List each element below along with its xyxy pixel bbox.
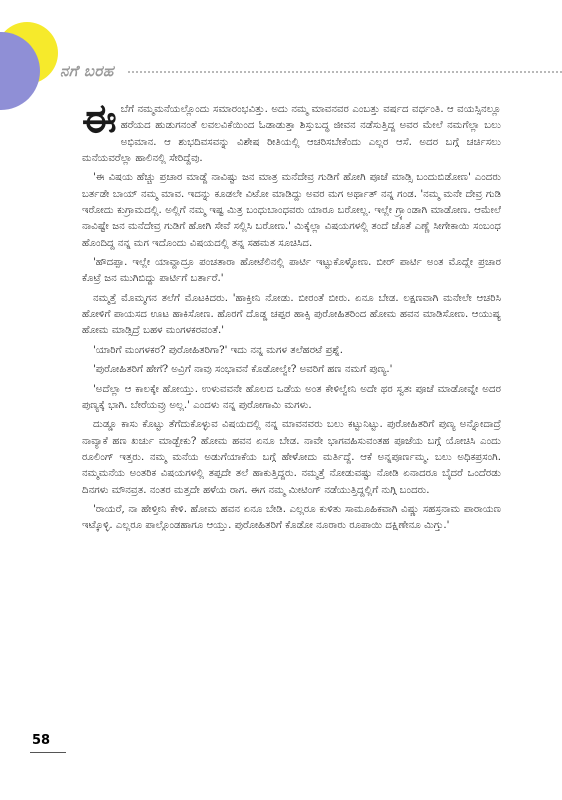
header-dotted-rule — [128, 71, 562, 73]
article-paragraph-9: 'ರಾಯರೆ, ನಾ ಹೇಳ್ತೀನಿ ಕೇಳಿ. ಹೋಮ ಹವನ ಏನೂ ಬೇಡಿ. ಎಲ್ಲರೂ ಕುಳಿತು ಸಾಮೂಹಿಕವಾಗಿ ವಿಷ್ಣು ಸಹಸ್ರನಾಮ ಪಾರಾಯಣ ಇಟ್ಕೊಳ್ಳಿ. ಎಲ್ಲರೂ ಪಾಲ್ಗೊಂಡಹಾಗೂ ಆಯ್ತು. ಪುರೋಹಿತರಿಗೆ ಕೊಡೋ ನೂರಾರು ರೂಪಾಯಿ ದಕ್ಷಿಣೇನೂ ಮಿಗ್ತು.' — [82, 503, 501, 532]
article-paragraph-7: 'ಅದೆಲ್ಲಾ ಆ ಕಾಲಕ್ಕೇ ಹೋಯ್ತು. ಉಳುವವನೇ ಹೊಲದ ಒಡೆಯ ಅಂತ ಕೇಳಿಲ್ವೇನಿ ಅದೇ ಥರ ಸ್ವತಃ ಪೂಜೆ ಮಾಡೋವ್ನೇ ಅದರ ಪುಣ್ಯಕ್ಕೆ ಭಾಗಿ. ಬೇರೆಯವ್ರು ಅಲ್ಲ.' ಎಂದಳು ನನ್ನ ಪುರೋಗಾಮಿ ಮಗಳು. — [82, 383, 501, 411]
drop-cap: ಈ — [82, 96, 117, 142]
section-title: ನಗೆ ಬರಹ — [60, 62, 114, 80]
page-number: 58 — [32, 733, 51, 748]
article-paragraph-1 — [82, 96, 501, 167]
article-paragraph-8: ದುಡ್ಡೂ ಕಾಸು ಕೊಟ್ಟು ತೆಗೆದುಕೊಳ್ಳುವ ವಿಷಯದಲ್ಲಿ ನನ್ನ ಮಾವನವರು ಬಲು ಕಟ್ಟುನಿಟ್ಟು. ಪುರೋಹಿತರಿಗೆ ಪುಣ್ಯ ಅನ್ನೋದಾದ್ರೆ ನಾವ್ಯಾಕೆ ಹಣ ಖರ್ಚು ಮಾಡ್ಬೇಕು? ಹೋಮ ಹವನ ಏನೂ ಬೇಡ. ನಾವೇ ಭಾಗವಹಿಸುವಂತಹ ಪೂಜೆಯ ಬಗ್ಗೆ ಯೋಚಿಸಿ ಎಂದು ರೂಲಿಂಗ್ ಇತ್ತರು. ನಮ್ಮ ಮನೆಯ ಅಡುಗೆಯಾಕೆಯ ಬಗ್ಗೆ ಹೇಳೋದು ಮರ್ತಿದ್ದೆ. ಆಕೆ ಅನ್ನಪೂರ್ಣಮ್ಮ. ಬಲು ಅಧಿಕಪ್ರಸಂಗಿ. ನಮ್ಮಮನೆಯ ಅಂತರಿಕ ವಿಷಯಗಳಲ್ಲಿ ತಪ್ಪದೇ ತಲೆ ಹಾಕುತ್ತಿದ್ದರು. ನಮ್ಮತ್ತೆ ನೋಡುವಷ್ಟು ನೋಡಿ ಏನಾದರೂ ಬೈದರೆ ಒಂದೆರಡು ದಿನಗಳು ಮೌನವ್ರತ. ನಂತರ ಮತ್ತದೇ ಹಳೆಯ ರಾಗ. ಈಗ ನಮ್ಮ ಮೀಟಿಂಗ್ ನಡೆಯುತ್ತಿದ್ದಲ್ಲಿಗೆ ನುಗ್ಗಿ ಬಂದರು. — [82, 419, 501, 496]
article-body — [82, 96, 501, 538]
paragraph-text: ಬೆಗೆ ನಮ್ಮಮನೆಯಲ್ಲೊಂದು ಸಮಾರಂಭವಿತ್ತು. ಅದು ನಮ್ಮ ಮಾವನವರ ಎಂಬತ್ತು ವರ್ಷದ ವರ್ಧಂತಿ. ಆ ವಯಸ್ಸಿನಲ್ಲೂ ಹರೆಯದ ಹುಡುಗನಂತೆ ಲವಲವಿಕೆಯಿಂದ ಓಡಾಡುತ್ತಾ ಶಿಸ್ತುಬದ್ಧ ಜೀವನ ನಡೆಸುತ್ತಿದ್ದ ಅವರ ಮೇಲೆ ನಮಗೆಲ್ಲಾ ಬಲು ಅಭಿಮಾನ. ಆ ಶುಭದಿವಸವನ್ನು ವಿಶೇಷ ರೀತಿಯಲ್ಲಿ ಆಚರಿಸಬೇಕೆಂದು ಎಲ್ಲರ ಆಸೆ. ಅದರ ಬಗ್ಗೆ ಚರ್ಚಿಸಲು ಮನೆಯವರೆಲ್ಲಾ ಹಾಲಿನಲ್ಲಿ ಸೇರಿದ್ದೆವು. — [82, 104, 501, 165]
article-paragraph-4: ನಮ್ಮತ್ತೆ ಮೊಮ್ಮಗನ ತಲೆಗೆ ಮೊಟಕಿದರು. 'ಹಾಕ್ತೀನಿ ನೋಡು. ಬೀರಂತೆ ಬೀರು. ಏನೂ ಬೇಡ. ಲಕ್ಷಣವಾಗಿ ಮನೇಲೇ ಆಚರಿಸಿ ಹೋಳಿಗೆ ಪಾಯಸದ ಊಟ ಹಾಕಿಸೋಣ. ಹೊರಗೆ ದೊಡ್ಡ ಚಪ್ಪರ ಹಾಕ್ಸಿ ಪುರೋಹಿತರಿಂದ ಹೋಮ ಹವನ ಮಾಡಿಸೋಣ. ಆಯುಷ್ಯ ಹೋಮ ಮಾಡ್ಸಿದ್ರೆ ಬಹಳ ಮಂಗಳಕರವಂತೆ.' — [82, 292, 501, 337]
article-paragraph-3: 'ಹೌದಪ್ಪಾ. ಇಲ್ಲೇ ಯಾವ್ದಾದ್ರೂ ಪಂಚತಾರಾ ಹೋಟೆಲಿನಲ್ಲಿ ಪಾರ್ಟಿ ಇಟ್ಟುಕೊಳ್ಳೋಣ. ಬೀರ್ ಪಾರ್ಟಿ ಅಂತ ಮೊದ್ಲೇ ಪ್ರಚಾರ ಕೊಟ್ರೆ ಜನ ಮುಗಿಬಿದ್ದು ಪಾರ್ಟಿಗೆ ಬರ್ತಾರೆ.' — [82, 257, 501, 285]
footer-rule — [30, 752, 66, 753]
article-paragraph-2: 'ಈ ವಿಷಯ ಹೆಚ್ಚು ಪ್ರಚಾರ ಮಾಡ್ದೆ ನಾವಿಷ್ಟು ಜನ ಮಾತ್ರ ಮನೆದೇವ್ರ ಗುಡಿಗೆ ಹೋಗಿ ಪೂಜೆ ಮಾಡ್ಸಿ ಬಂದುಬಿಡೋಣ' ಎಂದರು ಬರ್ತಡೇ ಬಾಯ್ ನಮ್ಮ ಮಾವ. ಇದನ್ನು ಕೂಡಲೇ ವಿಟೋ ಮಾಡಿದ್ದು ಅವರ ಮಗ ಅರ್ಥಾತ್ ನನ್ನ ಗಂಡ. 'ನಮ್ಮ ಮನೇ ದೇವ್ರ ಗುಡಿ ಇರೋದು ಕುಗ್ರಾಮದಲ್ಲಿ. ಅಲ್ಲಿಗೆ ನಮ್ಮ ಇಷ್ಟ ಮಿತ್ರ ಬಂಧುಬಾಂಧವರು ಯಾರೂ ಬರೋಲ್ಲ. ಇಲ್ಲೇ ಗ್ರ್ಯಾಂಡಾಗಿ ಮಾಡೋಣ. ಆಮೇಲೆ ನಾವಿಷ್ಟೇ ಜನ ಮನೆದೇವ್ರ ಗುಡಿಗೆ ಹೋಗಿ ಸೇವೆ ಸಲ್ಲಿಸಿ ಬರೋಣ.' ಮಿಕ್ಕೆಲ್ಲಾ ವಿಷಯಗಳಲ್ಲಿ ತಂದೆ ಜೊತೆ ಎಣ್ಣೆ ಸೀಗೇಕಾಯಿ ಸಂಬಂಧ ಹೊಂದಿದ್ದ ನನ್ನ ಮಗ ಇದೊಂದು ವಿಷಯದಲ್ಲಿ ತನ್ನ ಸಹಮತ ಸೂಚಿಸಿದ. — [82, 172, 501, 249]
article-paragraph-6: 'ಪುರೋಹಿತರಿಗೆ ಹೇಗೆ? ಅವ್ರಿಗೆ ನಾವು ಸಂಭಾವನೆ ಕೊಡೋಲ್ವೇ? ಅವರಿಗೆ ಹಣ ನಮಗೆ ಪುಣ್ಯ.' — [93, 364, 393, 376]
article-paragraph-5: 'ಯಾರಿಗೆ ಮಂಗಳಕರ? ಪುರೋಹಿತರಿಗಾ?' ಇದು ನನ್ನ ಮಗಳ ತಲೆಹರಟೆ ಪ್ರಶ್ನೆ. — [93, 344, 344, 356]
